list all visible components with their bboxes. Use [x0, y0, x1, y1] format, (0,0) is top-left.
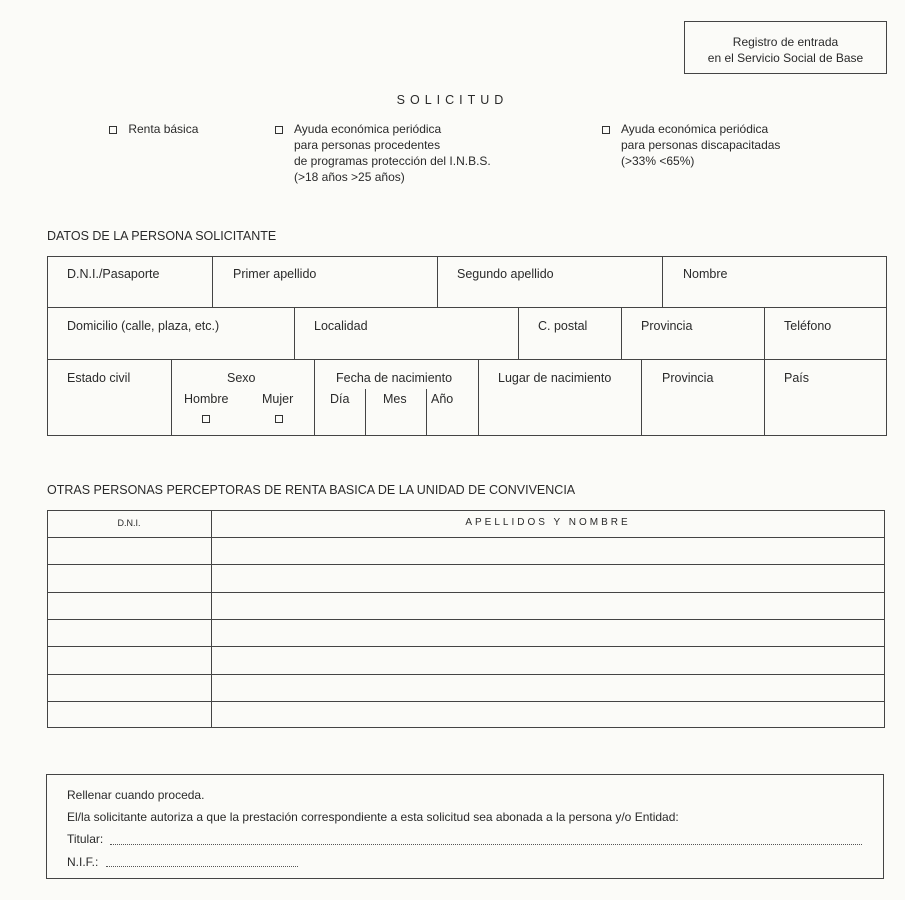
divider	[294, 307, 295, 360]
label-sexo: Sexo	[227, 371, 256, 385]
checkbox-icon[interactable]	[602, 126, 610, 134]
table-row[interactable]	[47, 537, 885, 538]
column-header-dni: D.N.I.	[117, 518, 141, 528]
field-localidad[interactable]: Localidad	[314, 319, 368, 333]
divider	[764, 359, 765, 436]
table-row[interactable]	[47, 701, 885, 702]
registro-line-1: Registro de entrada	[732, 35, 839, 49]
registro-line-2: en el Servicio Social de Base	[707, 51, 864, 65]
field-telefono[interactable]: Teléfono	[784, 319, 832, 333]
divider	[662, 256, 663, 308]
checkbox-hombre[interactable]	[202, 415, 210, 423]
divider	[764, 307, 765, 360]
option-ayuda-discapacitadas[interactable]	[602, 121, 781, 168]
section-heading-solicitante: DATOS DE LA PERSONA SOLICITANTE	[47, 229, 277, 243]
table-row[interactable]	[47, 592, 885, 593]
option-line: Ayuda económica periódica	[621, 122, 769, 136]
field-estado-civil[interactable]: Estado civil	[67, 371, 131, 385]
autorizacion-text: El/la solicitante autoriza a que la prestación correspondiente a esta solicitud sea abonada a la persona y/o Entidad:	[67, 810, 679, 824]
field-lugar-nacimiento[interactable]: Lugar de nacimiento	[498, 371, 612, 385]
label-mujer: Mujer	[262, 392, 294, 406]
solicitante-row-2	[47, 307, 887, 360]
table-row[interactable]	[47, 646, 885, 647]
field-dni-pasaporte[interactable]: D.N.I./Pasaporte	[67, 267, 160, 281]
checkbox-mujer[interactable]	[275, 415, 283, 423]
option-ayuda-inbs[interactable]	[275, 121, 491, 184]
field-domicilio[interactable]: Domicilio (calle, plaza, etc.)	[67, 319, 220, 333]
option-label: Renta básica	[128, 122, 199, 136]
checkbox-icon[interactable]	[275, 126, 283, 134]
option-renta-basica[interactable]	[109, 121, 198, 137]
registro-entrada-box	[684, 21, 887, 74]
column-header-apellidos-nombre: APELLIDOS Y NOMBRE	[465, 517, 631, 528]
page-title: SOLICITUD	[396, 93, 509, 107]
divider	[365, 389, 366, 436]
option-line: (>33% <65%)	[621, 154, 695, 168]
section-heading-otras-personas: OTRAS PERSONAS PERCEPTORAS DE RENTA BASICA DE LA UNIDAD DE CONVIVENCIA	[47, 483, 576, 497]
field-nombre[interactable]: Nombre	[683, 267, 728, 281]
table-row[interactable]	[47, 564, 885, 565]
divider	[437, 256, 438, 308]
divider	[641, 359, 642, 436]
field-titular[interactable]	[110, 844, 862, 845]
option-line: para personas procedentes	[294, 138, 441, 152]
solicitante-row-3	[47, 359, 887, 436]
divider	[426, 389, 427, 436]
table-row[interactable]	[47, 619, 885, 620]
divider	[518, 307, 519, 360]
label-titular: Titular:	[67, 832, 104, 846]
solicitante-row-1	[47, 256, 887, 308]
field-segundo-apellido[interactable]: Segundo apellido	[457, 267, 554, 281]
field-pais[interactable]: País	[784, 371, 810, 385]
option-line: para personas discapacitadas	[621, 138, 781, 152]
checkbox-icon[interactable]	[109, 126, 117, 134]
divider	[171, 359, 172, 436]
field-nif[interactable]	[106, 866, 298, 867]
divider	[478, 359, 479, 436]
field-provincia[interactable]: Provincia	[641, 319, 693, 333]
option-line: de programas protección del I.N.B.S.	[294, 154, 491, 168]
label-fecha-nacimiento: Fecha de nacimiento	[336, 371, 453, 385]
field-mes[interactable]: Mes	[383, 392, 407, 406]
field-provincia-nacimiento[interactable]: Provincia	[662, 371, 714, 385]
divider	[621, 307, 622, 360]
option-line: Ayuda económica periódica	[294, 122, 442, 136]
table-row[interactable]	[47, 674, 885, 675]
field-anio[interactable]: Año	[431, 392, 454, 406]
field-primer-apellido[interactable]: Primer apellido	[233, 267, 317, 281]
rellenar-note: Rellenar cuando proceda.	[67, 788, 205, 802]
option-line: (>18 años >25 años)	[294, 170, 405, 184]
divider	[212, 256, 213, 308]
divider	[314, 359, 315, 436]
field-dia[interactable]: Día	[330, 392, 350, 406]
field-codigo-postal[interactable]: C. postal	[538, 319, 588, 333]
label-nif: N.I.F.:	[67, 855, 99, 869]
label-hombre: Hombre	[184, 392, 229, 406]
